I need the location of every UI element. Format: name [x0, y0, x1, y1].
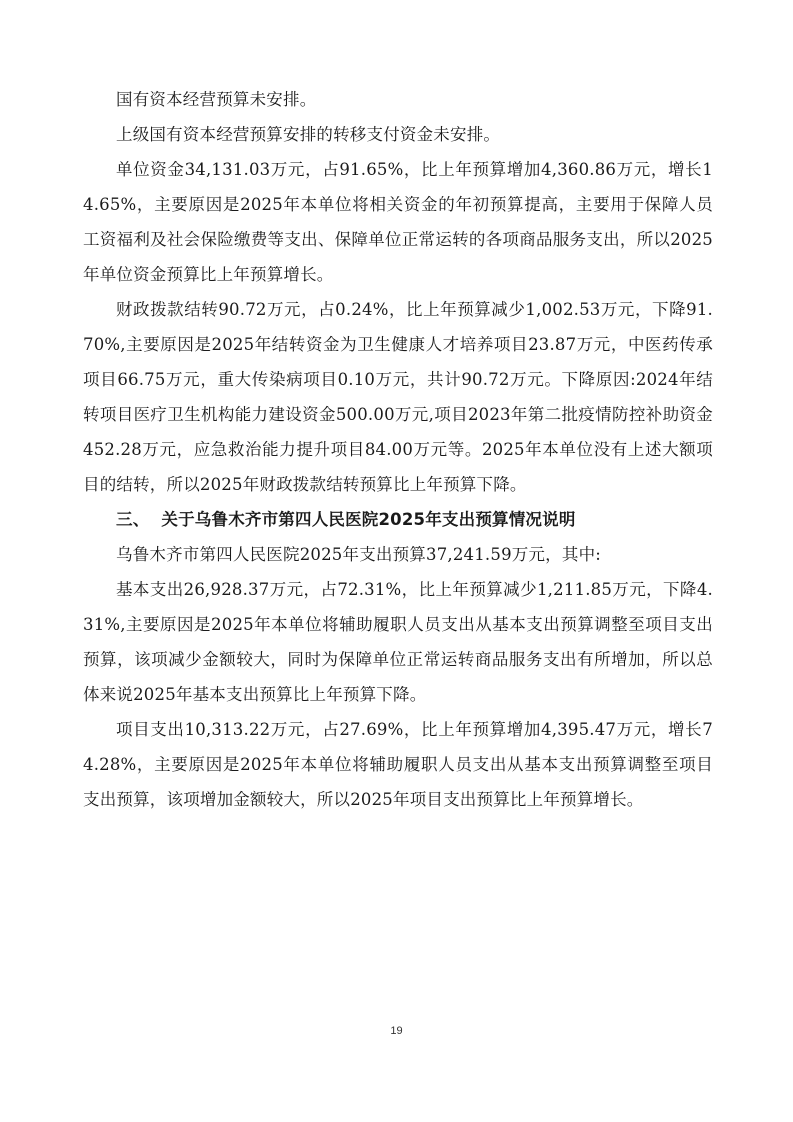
paragraph-expenditure-total: 乌鲁木齐市第四人民医院2025年支出预算37,241.59万元，其中:: [116, 545, 602, 564]
section-number: 三、: [116, 510, 150, 529]
page-number: 19: [390, 1025, 403, 1037]
paragraph-unit-funds: 单位资金34,131.03万元，占91.65%，比上年预算增加4,360.86万元，增长14.65%，主要原因是2025年本单位将相关资金的年初预算提高，主要用于保障人员工资福利及社会保险缴费等支出、保障单位正常运转的各项商品服务支出，所以2025年单位资金预算比上年预算增长。: [83, 160, 713, 284]
paragraph-project-expenditure: 项目支出10,313.22万元，占27.69%，比上年预算增加4,395.47万元，增长74.28%，主要原因是2025年本单位将辅助履职人员支出从基本支出预算调整至项目支出预算，该项增加金额较大，所以2025年项目支出预算比上年预算增长。: [83, 720, 713, 809]
paragraph-state-capital-budget: 国有资本经营预算未安排。: [116, 90, 317, 109]
section-heading: [83, 502, 713, 537]
paragraph-transfer-payment: 上级国有资本经营预算安排的转移支付资金未安排。: [116, 125, 501, 144]
paragraph-basic-expenditure: 基本支出26,928.37万元，占72.31%，比上年预算减少1,211.85万元，下降4.31%,主要原因是2025年本单位将辅助履职人员支出从基本支出预算调整至项目支出预算，该项减少金额较大，同时为保障单位正常运转商品服务支出有所增加，所以总体来说2025年基本支出预算比上年预算下降。: [83, 580, 713, 704]
body-text: [83, 82, 713, 817]
section-title: 关于乌鲁木齐市第四人民医院2025年支出预算情况说明: [161, 510, 576, 529]
paragraph-fiscal-carryover: 财政拨款结转90.72万元，占0.24%，比上年预算减少1,002.53万元，下降91.70%,主要原因是2025年结转资金为卫生健康人才培养项目23.87万元，中医药传承项目66.75万元，重大传染病项目0.10万元，共计90.72万元。下降原因:2024年结转项目医疗卫生机构能力建设资金500.00万元,项目2023年第二批疫情防控补助资金452.28万元，应急救治能力提升项目84.00万元等。2025年本单位没有上述大额项目的结转，所以2025年财政拨款结转预算比上年预算下降。: [83, 300, 713, 494]
